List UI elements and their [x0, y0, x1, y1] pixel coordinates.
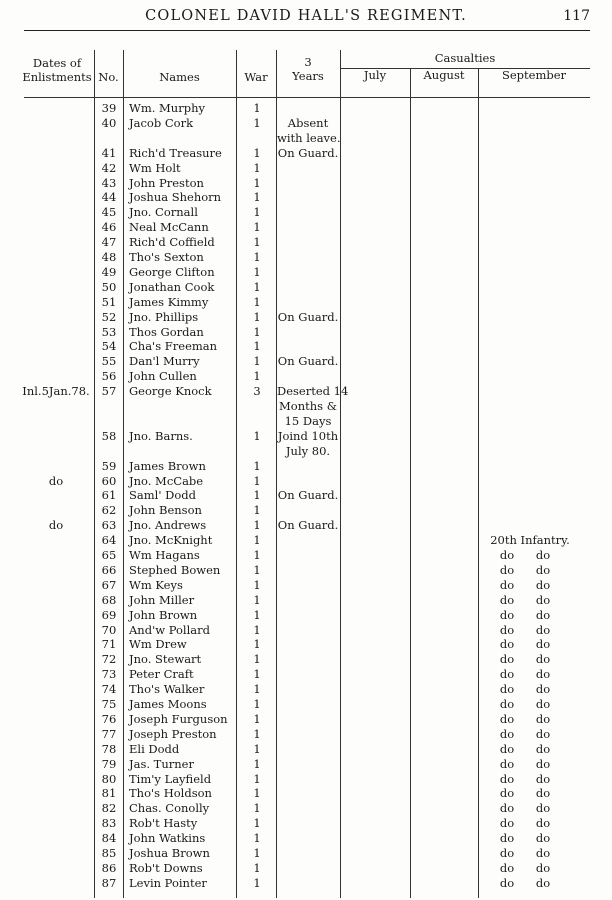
soldier-name: John Miller — [129, 592, 195, 607]
soldier-name: Tim'y Layfield — [129, 771, 212, 786]
row-number: 57 — [101, 384, 117, 399]
row-number: 39 — [101, 101, 117, 115]
years-note: On Guard. — [277, 488, 339, 503]
soldier-name: Wm. Murphy — [129, 101, 205, 115]
table-row — [0, 459, 612, 474]
september-note: 20th Infantry. — [490, 533, 570, 548]
table-row — [0, 637, 612, 652]
war-term: 1 — [253, 592, 261, 607]
september-ditto: do — [535, 771, 551, 786]
september-ditto: do — [499, 726, 515, 741]
soldier-name: Tho's Holdson — [129, 786, 212, 801]
september-ditto: do — [535, 548, 551, 562]
row-number: 46 — [101, 220, 117, 235]
row-number: 47 — [101, 235, 117, 250]
table-row — [0, 712, 612, 727]
soldier-name: Jno. Barns. — [129, 428, 193, 443]
row-number: 77 — [101, 726, 117, 741]
table-row — [0, 578, 612, 593]
table-row — [0, 593, 612, 608]
row-number: 40 — [101, 115, 117, 130]
row-number: 61 — [101, 488, 117, 503]
september-ditto: do — [499, 622, 515, 637]
years-note: Months & — [279, 398, 337, 413]
war-term: 1 — [253, 652, 261, 667]
soldier-name: James Brown — [129, 458, 206, 473]
table-row — [0, 742, 612, 757]
table-row — [0, 533, 612, 548]
soldier-name: Jno. McKnight — [129, 533, 213, 548]
table-row — [0, 503, 612, 518]
row-number: 51 — [101, 294, 117, 309]
header-names: Names — [159, 70, 200, 84]
table-row — [0, 265, 612, 280]
row-number: 42 — [101, 160, 117, 175]
september-ditto: do — [535, 846, 551, 860]
september-ditto: do — [499, 592, 515, 607]
september-ditto: do — [499, 846, 515, 860]
soldier-name: John Watkins — [129, 831, 206, 846]
row-number: 67 — [101, 577, 117, 592]
table-row — [0, 190, 612, 205]
table-row — [0, 518, 612, 533]
table-row — [0, 146, 612, 161]
soldier-name: Thos Gordan — [129, 324, 204, 339]
war-term: 3 — [253, 384, 261, 399]
table-row — [0, 608, 612, 623]
september-ditto: do — [535, 711, 551, 726]
years-note: Joind 10th — [277, 428, 339, 443]
war-term: 1 — [253, 175, 261, 190]
row-number: 50 — [101, 279, 117, 294]
soldier-name: Wm Hagans — [129, 548, 200, 562]
soldier-name: Wm Drew — [129, 637, 187, 652]
september-ditto: do — [499, 771, 515, 786]
september-ditto: do — [499, 697, 515, 711]
row-number: 64 — [101, 533, 117, 548]
table-row — [0, 846, 612, 861]
table-row — [0, 384, 612, 428]
years-note: 15 Days — [284, 413, 332, 428]
war-term: 1 — [253, 667, 261, 682]
row-number: 68 — [101, 592, 117, 607]
table-row — [0, 339, 612, 354]
soldier-name: Cha's Freeman — [129, 339, 218, 354]
war-term: 1 — [253, 697, 261, 711]
header-bottom-rule — [24, 97, 590, 98]
soldier-name: Joseph Preston — [129, 726, 217, 741]
september-ditto: do — [499, 711, 515, 726]
war-term: 1 — [253, 354, 261, 369]
september-ditto: do — [499, 875, 515, 890]
september-ditto: do — [535, 726, 551, 741]
soldier-name: Jno. Cornall — [129, 205, 198, 220]
soldier-name: Saml' Dodd — [129, 488, 197, 503]
soldier-name: Jno. Phillips — [129, 309, 199, 324]
soldier-name: Jas. Turner — [129, 756, 194, 771]
soldier-name: Rob't Hasty — [129, 816, 198, 831]
header-casualties: Casualties — [434, 51, 496, 65]
table-row — [0, 727, 612, 742]
row-number: 74 — [101, 682, 117, 697]
september-ditto: do — [535, 831, 551, 846]
soldier-name: Wm Holt — [129, 160, 181, 175]
soldier-name: Joseph Furguson — [129, 711, 228, 726]
war-term: 1 — [253, 473, 261, 488]
row-number: 70 — [101, 622, 117, 637]
soldier-name: Tho's Sexton — [129, 250, 204, 264]
soldier-name: Jonathan Cook — [129, 279, 215, 294]
row-number: 54 — [101, 339, 117, 354]
september-ditto: do — [535, 786, 551, 801]
soldier-name: Stephed Bowen — [129, 562, 221, 577]
header-years: 3 Years — [292, 55, 324, 83]
september-ditto: do — [535, 860, 551, 875]
war-term: 1 — [253, 577, 261, 592]
war-term: 1 — [253, 756, 261, 771]
war-term: 1 — [253, 190, 261, 205]
years-note: On Guard. — [277, 354, 339, 369]
war-term: 1 — [253, 101, 261, 115]
row-number: 81 — [101, 786, 117, 801]
soldier-name: Eli Dodd — [129, 741, 180, 756]
september-ditto: do — [499, 831, 515, 846]
row-number: 43 — [101, 175, 117, 190]
war-term: 1 — [253, 548, 261, 562]
war-term: 1 — [253, 846, 261, 860]
table-row — [0, 428, 612, 458]
table-row — [0, 369, 612, 384]
row-number: 85 — [101, 846, 117, 860]
row-number: 63 — [101, 518, 117, 533]
row-number: 62 — [101, 503, 117, 518]
years-note: Deserted 14 — [277, 384, 349, 399]
soldier-name: George Knock — [129, 384, 212, 399]
table-row — [0, 295, 612, 310]
row-number: 41 — [101, 145, 117, 160]
row-number: 44 — [101, 190, 117, 205]
war-term: 1 — [253, 428, 261, 443]
row-number: 48 — [101, 250, 117, 264]
row-number: 69 — [101, 607, 117, 622]
years-note: On Guard. — [277, 145, 339, 160]
table-row — [0, 488, 612, 503]
table-row — [0, 757, 612, 772]
war-term: 1 — [253, 637, 261, 652]
row-number: 71 — [101, 637, 117, 652]
table-row — [0, 652, 612, 667]
war-term: 1 — [253, 726, 261, 741]
war-term: 1 — [253, 711, 261, 726]
war-term: 1 — [253, 145, 261, 160]
table-row — [0, 623, 612, 638]
war-term: 1 — [253, 294, 261, 309]
soldier-name: Jno. Stewart — [129, 652, 202, 667]
september-ditto: do — [499, 562, 515, 577]
war-term: 1 — [253, 488, 261, 503]
row-number: 60 — [101, 473, 117, 488]
war-term: 1 — [253, 518, 261, 533]
september-ditto: do — [499, 682, 515, 697]
september-ditto: do — [535, 562, 551, 577]
september-ditto: do — [535, 577, 551, 592]
header-dates: Dates of Enlistments — [22, 56, 92, 84]
september-ditto: do — [535, 682, 551, 697]
september-ditto: do — [535, 875, 551, 890]
war-term: 1 — [253, 801, 261, 816]
war-term: 1 — [253, 786, 261, 801]
row-number: 82 — [101, 801, 117, 816]
september-ditto: do — [499, 637, 515, 652]
row-number: 80 — [101, 771, 117, 786]
war-term: 1 — [253, 562, 261, 577]
header-rule — [24, 30, 590, 31]
table-row — [0, 235, 612, 250]
table-row — [0, 861, 612, 876]
row-number: 66 — [101, 562, 117, 577]
september-ditto: do — [499, 816, 515, 831]
table-row — [0, 161, 612, 176]
september-ditto: do — [499, 741, 515, 756]
row-number: 59 — [101, 458, 117, 473]
table-row — [0, 831, 612, 846]
soldier-name: Wm Keys — [129, 577, 183, 592]
war-term: 1 — [253, 115, 261, 130]
row-number: 75 — [101, 697, 117, 711]
row-number: 83 — [101, 816, 117, 831]
row-number: 52 — [101, 309, 117, 324]
header-september: September — [501, 68, 567, 82]
table-row — [0, 115, 612, 145]
table-row — [0, 280, 612, 295]
soldier-name: James Moons — [129, 697, 207, 711]
september-ditto: do — [499, 652, 515, 667]
table-row — [0, 325, 612, 340]
soldier-name: Peter Craft — [129, 667, 194, 682]
table-row — [0, 205, 612, 220]
september-ditto: do — [499, 756, 515, 771]
war-term: 1 — [253, 860, 261, 875]
table-row — [0, 786, 612, 801]
war-term: 1 — [253, 503, 261, 518]
row-number: 84 — [101, 831, 117, 846]
page-number: 117 — [563, 8, 590, 24]
september-ditto: do — [535, 637, 551, 652]
row-number: 53 — [101, 324, 117, 339]
table-row — [0, 801, 612, 816]
soldier-name: Neal McCann — [129, 220, 209, 235]
september-ditto: do — [535, 607, 551, 622]
table-row — [0, 250, 612, 265]
soldier-name: Joshua Shehorn — [129, 190, 222, 205]
september-ditto: do — [499, 801, 515, 816]
war-term: 1 — [253, 160, 261, 175]
table-row — [0, 220, 612, 235]
soldier-name: Dan'l Murry — [129, 354, 200, 369]
years-note: On Guard. — [277, 518, 339, 533]
enlistment-date: do — [48, 473, 64, 488]
september-ditto: do — [499, 607, 515, 622]
war-term: 1 — [253, 816, 261, 831]
header-war: War — [244, 70, 268, 84]
soldier-name: Chas. Conolly — [129, 801, 210, 816]
page-title: COLONEL DAVID HALL'S REGIMENT. — [145, 8, 467, 24]
header-no: No. — [98, 70, 119, 84]
header-july: July — [363, 68, 387, 82]
soldier-name: Rich'd Coffield — [129, 235, 215, 250]
war-term: 1 — [253, 250, 261, 264]
table-row — [0, 474, 612, 489]
row-number: 58 — [101, 428, 117, 443]
table-row — [0, 354, 612, 369]
war-term: 1 — [253, 458, 261, 473]
row-number: 87 — [101, 875, 117, 890]
row-number: 79 — [101, 756, 117, 771]
war-term: 1 — [253, 622, 261, 637]
table-row — [0, 548, 612, 563]
war-term: 1 — [253, 682, 261, 697]
september-ditto: do — [499, 786, 515, 801]
enlistment-date: do — [48, 518, 64, 533]
war-term: 1 — [253, 205, 261, 220]
row-number: 65 — [101, 548, 117, 562]
september-ditto: do — [499, 548, 515, 562]
table-row — [0, 816, 612, 831]
table-row — [0, 176, 612, 191]
war-term: 1 — [253, 339, 261, 354]
row-number: 45 — [101, 205, 117, 220]
row-number: 76 — [101, 711, 117, 726]
war-term: 1 — [253, 309, 261, 324]
september-ditto: do — [535, 801, 551, 816]
years-note: July 80. — [285, 443, 331, 458]
soldier-name: Jacob Cork — [129, 115, 194, 130]
war-term: 1 — [253, 771, 261, 786]
war-term: 1 — [253, 875, 261, 890]
september-ditto: do — [535, 592, 551, 607]
september-ditto: do — [499, 577, 515, 592]
soldier-name: And'w Pollard — [129, 622, 210, 637]
enlistment-date: Inl.5Jan.78. — [22, 384, 90, 399]
soldier-name: John Cullen — [129, 369, 197, 384]
soldier-name: John Preston — [129, 175, 204, 190]
soldier-name: Jno. Andrews — [129, 518, 207, 533]
war-term: 1 — [253, 533, 261, 548]
row-number: 56 — [101, 369, 117, 384]
row-number: 55 — [101, 354, 117, 369]
table-row — [0, 101, 612, 116]
soldier-name: John Brown — [129, 607, 198, 622]
table-row — [0, 667, 612, 682]
table-row — [0, 563, 612, 578]
row-number: 86 — [101, 860, 117, 875]
table-row — [0, 682, 612, 697]
september-ditto: do — [535, 652, 551, 667]
row-number: 73 — [101, 667, 117, 682]
war-term: 1 — [253, 741, 261, 756]
war-term: 1 — [253, 324, 261, 339]
soldier-name: Tho's Walker — [129, 682, 205, 697]
row-number: 78 — [101, 741, 117, 756]
years-note: with leave. — [277, 130, 341, 145]
soldier-name: Joshua Brown — [129, 846, 210, 860]
september-ditto: do — [499, 860, 515, 875]
row-number: 49 — [101, 264, 117, 279]
soldier-name: Levin Pointer — [129, 875, 207, 890]
soldier-name: James Kimmy — [129, 294, 209, 309]
september-ditto: do — [535, 756, 551, 771]
table-row — [0, 772, 612, 787]
years-note: On Guard. — [277, 309, 339, 324]
war-term: 1 — [253, 220, 261, 235]
september-ditto: do — [499, 667, 515, 682]
war-term: 1 — [253, 369, 261, 384]
war-term: 1 — [253, 607, 261, 622]
table-row — [0, 876, 612, 891]
september-ditto: do — [535, 667, 551, 682]
years-note: Absent — [287, 115, 329, 130]
september-ditto: do — [535, 622, 551, 637]
row-number: 72 — [101, 652, 117, 667]
table-row — [0, 310, 612, 325]
war-term: 1 — [253, 235, 261, 250]
war-term: 1 — [253, 279, 261, 294]
soldier-name: Rich'd Treasure — [129, 145, 222, 160]
war-term: 1 — [253, 264, 261, 279]
soldier-name: John Benson — [129, 503, 202, 518]
soldier-name: Rob't Downs — [129, 860, 203, 875]
soldier-name: George Clifton — [129, 264, 215, 279]
header-august: August — [423, 68, 465, 82]
september-ditto: do — [535, 741, 551, 756]
table-row — [0, 697, 612, 712]
soldier-name: Jno. McCabe — [129, 473, 204, 488]
september-ditto: do — [535, 816, 551, 831]
september-ditto: do — [535, 697, 551, 711]
war-term: 1 — [253, 831, 261, 846]
